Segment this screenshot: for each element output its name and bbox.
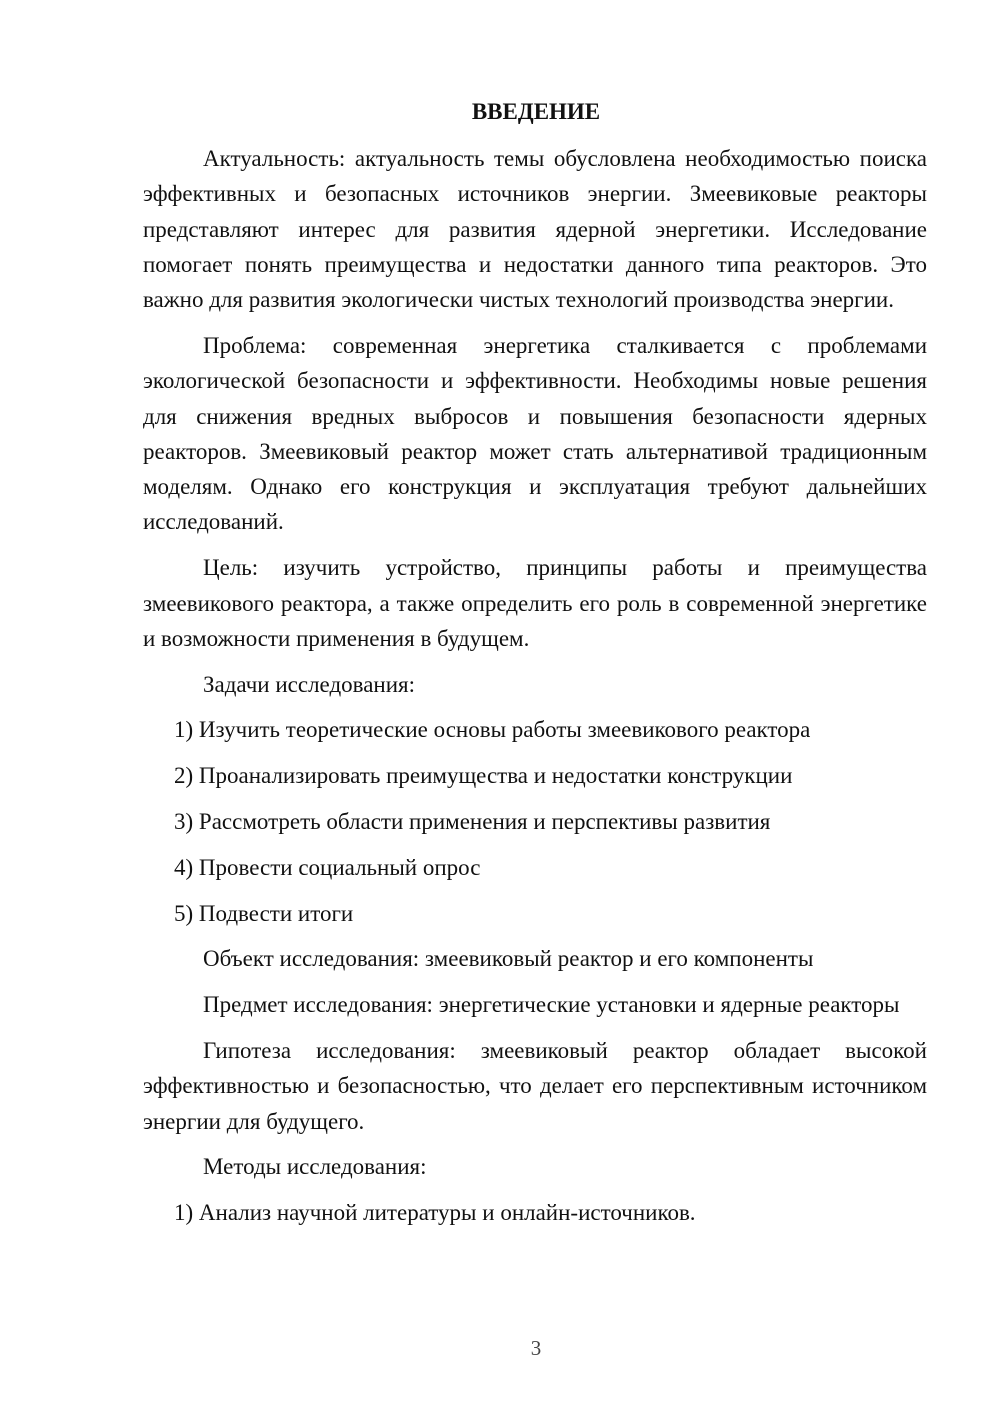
methods-list <box>143 1195 927 1230</box>
paragraph-goal: Цель: изучить устройство, принципы работы и преимущества змеевикового реактора, а также определить его роль в современной энергетике и возможности применения в будущем. <box>143 555 927 651</box>
list-item: 3) Рассмотреть области применения и перспективы развития <box>174 809 771 835</box>
paragraph-subject: Предмет исследования: энергетические установки и ядерные реакторы <box>203 992 900 1018</box>
tasks-heading: Задачи исследования: <box>203 671 416 697</box>
page-number: 3 <box>530 1336 542 1360</box>
document-body <box>143 141 927 1241</box>
paragraph-problem: Проблема: современная энергетика сталкивается с проблемами экологической безопасности и эффективности. Необходимы новые решения для снижения вредных выбросов и повышения безопасности ядерных реакторов. Змеевиковый реактор может стать альтернативой традиционным моделям. Однако его конструкция и эксплуатация требуют дальнейших исследований. <box>143 332 927 535</box>
list-item: 5) Подвести итоги <box>174 900 354 926</box>
paragraph-hypothesis: Гипотеза исследования: змеевиковый реактор обладает высокой эффективностью и безопасностью, что делает его перспективным источником энергии для будущего. <box>143 1038 927 1134</box>
paragraph-relevance: Актуальность: актуальность темы обусловлена необходимостью поиска эффективных и безопасных источников энергии. Змеевиковые реакторы представляют интерес для развития ядерной энергетики. Исследование помогает понять преимущества и недостатки данного типа реакторов. Это важно для развития экологически чистых технологий производства энергии. <box>143 146 927 313</box>
section-title: ВВЕДЕНИЕ <box>471 99 601 124</box>
list-item: 2) Проанализировать преимущества и недостатки конструкции <box>174 763 793 789</box>
list-item: 1) Изучить теоретические основы работы змеевикового реактора <box>174 717 811 743</box>
tasks-list <box>143 712 927 930</box>
methods-heading: Методы исследования: <box>203 1154 427 1180</box>
list-item: 4) Провести социальный опрос <box>174 854 481 880</box>
paragraph-object: Объект исследования: змеевиковый реактор и его компоненты <box>203 946 814 972</box>
list-item: 1) Анализ научной литературы и онлайн-источников. <box>174 1200 696 1226</box>
